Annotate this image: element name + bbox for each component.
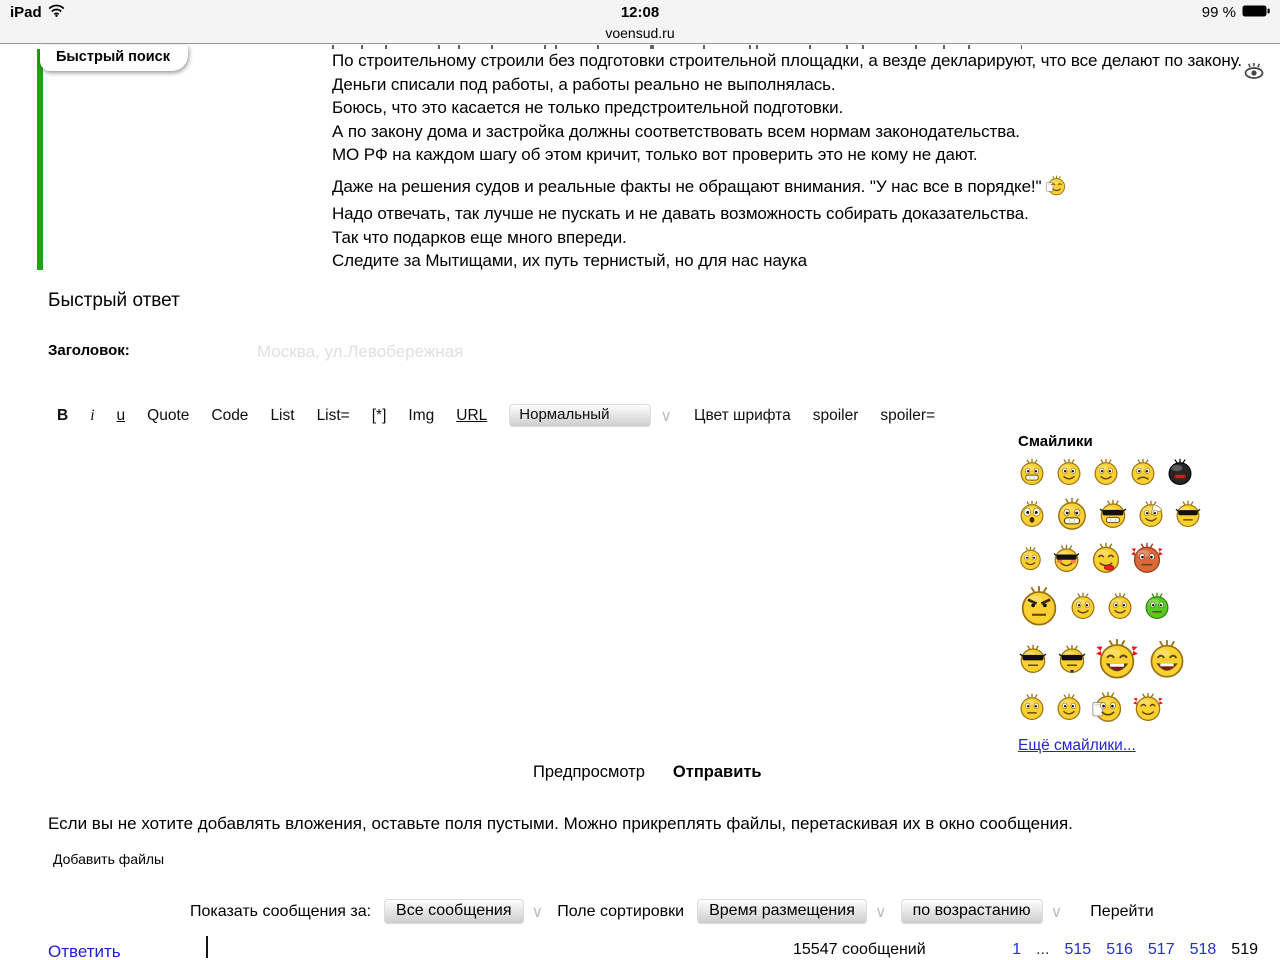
subject-input[interactable] — [255, 338, 689, 366]
post-line: Так что подарков еще много впереди. — [332, 227, 627, 247]
smilies-panel — [1018, 433, 1223, 755]
attachments-note: Если вы не хотите добавлять вложения, оставьте поля пустыми. Можно прикреплять файлы, перетаскивая их в окно сообщения. — [48, 814, 1073, 833]
reply-link[interactable]: Ответить — [48, 942, 121, 960]
reply-actions — [533, 763, 762, 782]
quote-button[interactable]: Quote — [147, 406, 190, 424]
smilies-row — [1018, 497, 1223, 531]
show-messages-select[interactable]: Все сообщения — [384, 899, 523, 924]
neutral-smiley-icon[interactable] — [1018, 693, 1046, 721]
post-line: Деньги списали под работы, а работы реально не выполнялась. — [332, 74, 836, 94]
page-link[interactable]: 518 — [1189, 941, 1217, 958]
chevron-down-icon[interactable]: ∨ — [531, 903, 544, 921]
post-line: Надо отвечать, так лучше не пускать и не давать возможность собирать доказательства. — [332, 204, 1029, 223]
laugh-smiley-icon[interactable] — [1147, 639, 1187, 679]
post-line: Боюсь, что это касается не только предстроительной подготовки. — [332, 98, 844, 117]
img-button[interactable]: Img — [408, 406, 435, 424]
spoiler-eq-button[interactable]: spoiler= — [880, 406, 936, 424]
text-cursor — [206, 936, 208, 958]
sort-order-select[interactable]: по возрастанию — [901, 899, 1043, 924]
page-ellipsis: ... — [1036, 941, 1050, 958]
girl-bows-smiley-icon[interactable] — [1133, 692, 1163, 722]
cool-flat-smiley-icon[interactable] — [1174, 500, 1202, 528]
submit-button[interactable]: Отправить — [672, 763, 762, 781]
pacman-smiley-icon[interactable] — [1137, 500, 1165, 528]
list-button[interactable]: List — [270, 406, 295, 424]
party-smiley-icon[interactable] — [1096, 638, 1138, 680]
show-messages-label: Показать сообщения за: — [190, 902, 372, 920]
code-button[interactable]: Code — [211, 406, 249, 424]
smilies-grid — [1018, 458, 1223, 723]
smilies-row — [1018, 638, 1223, 680]
quick-reply-title: Быстрый ответ — [48, 290, 180, 311]
door-smiley-icon[interactable] — [1092, 691, 1124, 723]
post-body — [332, 49, 1243, 273]
cool-grin-smiley-icon[interactable] — [1098, 499, 1128, 529]
sort-field-select[interactable]: Время размещения — [697, 899, 867, 924]
cheers-smiley-icon — [1046, 175, 1067, 203]
status-bar — [0, 0, 1280, 44]
shocked-smiley-icon[interactable] — [1018, 500, 1046, 528]
preview-button[interactable]: Предпросмотр — [533, 763, 645, 781]
page-link[interactable]: 515 — [1064, 941, 1092, 958]
battery-icon — [1242, 4, 1270, 21]
quick-search-tab[interactable] — [40, 45, 188, 71]
smile3-smiley-icon[interactable] — [1106, 592, 1134, 620]
sad-smiley-icon[interactable] — [1129, 458, 1157, 486]
page-link[interactable]: 517 — [1147, 941, 1175, 958]
angry-red-smiley-icon[interactable] — [1131, 542, 1163, 574]
list-item-button[interactable]: [*] — [371, 406, 387, 424]
pagination — [1012, 941, 1258, 959]
mad-black-smiley-icon[interactable] — [1166, 458, 1194, 486]
glasses-smile-smiley-icon[interactable] — [1055, 693, 1083, 721]
post-line: А по закону дома и застройка должны соответствовать всем нормам законодательства. — [332, 121, 1020, 141]
smilies-row — [1018, 585, 1223, 627]
font-color-button[interactable]: Цвет шрифта — [693, 406, 791, 424]
biggrin-smiley-icon[interactable] — [1055, 497, 1089, 531]
smile-smiley-icon[interactable] — [1055, 458, 1083, 486]
post-line: Даже на решения судов и реальные факты не обращают внимания. "У нас все в порядке!" — [332, 175, 1052, 203]
grin-smiley-icon[interactable] — [1018, 458, 1046, 486]
post-line: По строительному строили без подготовки строительной площадки, а везде декларируют, что все делают по закону. — [332, 51, 1243, 70]
chevron-down-icon[interactable]: ∨ — [874, 903, 887, 921]
subject-label: Заголовок: — [48, 342, 130, 359]
post-line: МО РФ на каждом шагу об этом кричит, только вот проверить это не кому не дают. — [332, 145, 978, 164]
page-link[interactable]: 516 — [1106, 941, 1133, 958]
underline-button[interactable]: u — [116, 406, 126, 424]
tongue-smiley-icon[interactable] — [1090, 542, 1122, 574]
quote-marker-bar — [37, 49, 43, 270]
topic-filter-bar — [190, 899, 1154, 924]
quick-search-label: Быстрый поиск — [56, 49, 171, 65]
chevron-down-icon[interactable]: ∨ — [1050, 903, 1063, 921]
go-button[interactable]: Перейти — [1090, 902, 1154, 920]
eye-icon[interactable] — [1242, 62, 1266, 80]
smirk-smiley-icon[interactable] — [1018, 546, 1043, 571]
sort-field-label: Поле сортировки — [557, 902, 685, 920]
page-link[interactable]: 1 — [1012, 941, 1022, 958]
wink-smiley-icon[interactable] — [1069, 592, 1097, 620]
list-eq-button[interactable]: List= — [316, 406, 350, 424]
cool-goatee-smiley-icon[interactable] — [1057, 644, 1087, 674]
sick-green-smiley-icon[interactable] — [1143, 592, 1171, 620]
bold-button[interactable]: B — [57, 406, 69, 424]
url-button[interactable]: URL — [456, 406, 488, 424]
smilies-row — [1018, 458, 1223, 486]
italic-button[interactable]: i — [90, 406, 95, 424]
current-page: 519 — [1231, 941, 1258, 958]
chevron-down-icon[interactable]: ∨ — [660, 407, 672, 425]
spoiler-button[interactable]: spoiler — [812, 406, 859, 424]
message-count: 15547 сообщений — [793, 941, 926, 958]
post-line: Следите за Мытищами, их путь тернистый, но для нас наука — [332, 251, 808, 270]
cool-smiley-icon[interactable] — [1018, 644, 1048, 674]
frown-big-smiley-icon[interactable] — [1018, 585, 1060, 627]
smile2-smiley-icon[interactable] — [1092, 458, 1120, 486]
device-label: iPad — [10, 4, 42, 21]
font-size-select[interactable]: Нормальный — [509, 404, 651, 427]
site-url: voensud.ru — [605, 25, 675, 41]
smilies-row — [1018, 691, 1223, 723]
blush-smiley-icon[interactable] — [1052, 544, 1081, 573]
smilies-title: Смайлики — [1018, 433, 1093, 450]
battery-percent: 99 % — [1201, 4, 1236, 21]
smilies-row — [1018, 542, 1223, 574]
editor-toolbar — [57, 404, 957, 427]
message-editor[interactable] — [48, 434, 998, 754]
more-smilies-link[interactable]: Ещё смайлики... — [1018, 737, 1136, 754]
clock: 12:08 — [620, 4, 660, 21]
add-files-button[interactable]: Добавить файлы — [53, 851, 165, 867]
